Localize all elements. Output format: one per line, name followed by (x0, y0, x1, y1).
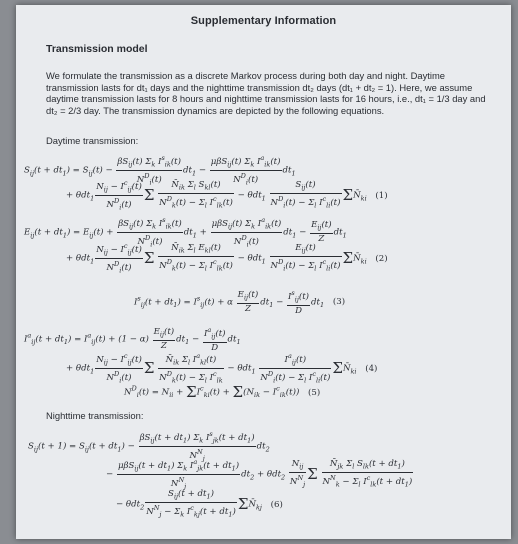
equation-2-number: (2) (375, 253, 388, 264)
section-title: Transmission model (46, 43, 148, 55)
equation-1: $S_{ij}(t + dt_1) = S_{ij}(t)$ − $\frac{\beta S_{ij}(t) \Sigma_k I^s_{ik}(t)}{N^D_i(t)}$ $dt_1$ − $\frac{\mu\beta S_{ij}(t) \Sigma_k I^a_{ik}(t)}{N^D_i(t)}$ $dt_1$ (24, 154, 296, 187)
equation-6-continued: − $\frac{\mu\beta S_{ij}(t + dt_1) \Sigma_k I^a_{jk}(t + dt_1)}{N^N_j}$ $dt_2 + \theta dt_2$ $\frac{N_{ij}}{N^N_j}$ Σ $\frac{N̄_{jk} \Sigma_l S_{lk}(t + dt_1)}{N^N_k - \Sigma_l I^c_{lk}(t + dt_1)}$ (106, 458, 413, 491)
equation-2: $E_{ij}(t + dt_1) = E_{ij}(t)$ + $\frac{\beta S_{ij}(t) \Sigma_k I^s_{ik}(t)}{N^D_i(t)}$ $dt_1$ + $\frac{\mu\beta S_{ij}(t) \Sigma_k I^a_{ik}(t)}{N^D_i(t)}$ $dt_1$ − $\frac{E_{ij}(t)}{Z}$ $dt_1$ (24, 216, 347, 249)
equation-3: $I^s_{ij}(t + dt_1) = I^s_{ij}(t) + \alpha$ $\frac{E_{ij}(t)}{Z}$ $dt_1$ − $\frac{I^s_{ij}(t)}{D}$ $dt_1$ (3) (134, 289, 346, 316)
equation-3-number: (3) (332, 297, 346, 308)
nighttime-heading: Nighttime transmission: (46, 410, 144, 421)
equation-6-continued-2: − θdt$_2$ $\frac{S_{ij}(t + dt_1)}{N^N_j - \Sigma_k I^c_{kj}(t + dt_1)}$ $\Sigma N̄_{kj}$ (6) (116, 489, 283, 519)
equation-4-continued: + θdt$_1$ $\frac{N_{ij} - I^c_{ij}(t)}{N^D_i(t)}$ Σ $\frac{N̄_{ik} \Sigma_l I^a_{kl}(t)}{N^D_k(t) - \Sigma_l I^c_{lk}}$ − θdt$_1$ $\frac{I^a_{ij}(t)}{N^D_i(t) - \Sigma_l I^c_{li}(t)}$ $\Sigma N̄_{ki}$ (4) (66, 352, 378, 385)
equation-1-number: (1) (375, 190, 388, 201)
intro-paragraph: We formulate the transmission as a discrete Markov process during both day and night. Daytime transmission lasts for dt₁ days and the nighttime transmission dt₂ days (dt₁ + dt₂ = 1). Here, we assume daytime transmission lasts for 8 hours and nighttime transmission lasts for 16 hours, i.e., dt₁ = 1/3 day and dt₂ = 2/3 day. The transmission dynamics are depicted by the following equations. (46, 70, 486, 116)
equation-4: $I^a_{ij}(t + dt_1) = I^a_{ij}(t) + (1 - \alpha)$ $\frac{E_{ij}(t)}{Z}$ $dt_1$ − $\frac{I^a_{ij}(t)}{D}$ $dt_1$ (24, 326, 241, 353)
equation-5-number: (5) (308, 387, 321, 398)
equation-6-number: (6) (270, 499, 283, 510)
document-title: Supplementary Information (190, 15, 337, 27)
document-page (16, 5, 511, 539)
equation-5: $N^D_i(t) = N_{ii} + \Sigma I^c_{ki}(t) + \Sigma(N_{ik} - I^c_{ik}(t))$ (5) (124, 383, 321, 401)
equation-1-continued: + θdt$_1$ $\frac{N_{ij} - I^c_{ij}(t)}{N^D_i(t)}$ Σ $\frac{N̄_{ik} \Sigma_l S_{kl}(t)}{N^D_k(t) - \Sigma_l I^c_{lk}(t)}$ − θdt$_1$ $\frac{S_{ij}(t)}{N^D_i(t) - \Sigma_l I^c_{li}(t)}$ $\Sigma N̄_{ki}$ (1) (66, 179, 388, 212)
equation-6: $S_{ij}(t + 1) = S_{ij}(t + dt_1)$ − $\frac{\beta S_{ij}(t + dt_1) \Sigma_k I^s_{jk}(t + dt_1)}{N^N_j}$ $dt_2$ (28, 430, 270, 463)
equation-2-continued: + θdt$_1$ $\frac{N_{ij} - I^c_{ij}(t)}{N^D_i(t)}$ Σ $\frac{N̄_{ik} \Sigma_l E_{kl}(t)}{N^D_k(t) - \Sigma_l I^c_{lk}(t)}$ − θdt$_1$ $\frac{E_{ij}(t)}{N^D_i(t) - \Sigma_l I^c_{li}(t)}$ $\Sigma N̄_{ki}$ (2) (66, 242, 388, 275)
equation-4-number: (4) (365, 363, 378, 374)
daytime-heading: Daytime transmission: (46, 135, 139, 146)
